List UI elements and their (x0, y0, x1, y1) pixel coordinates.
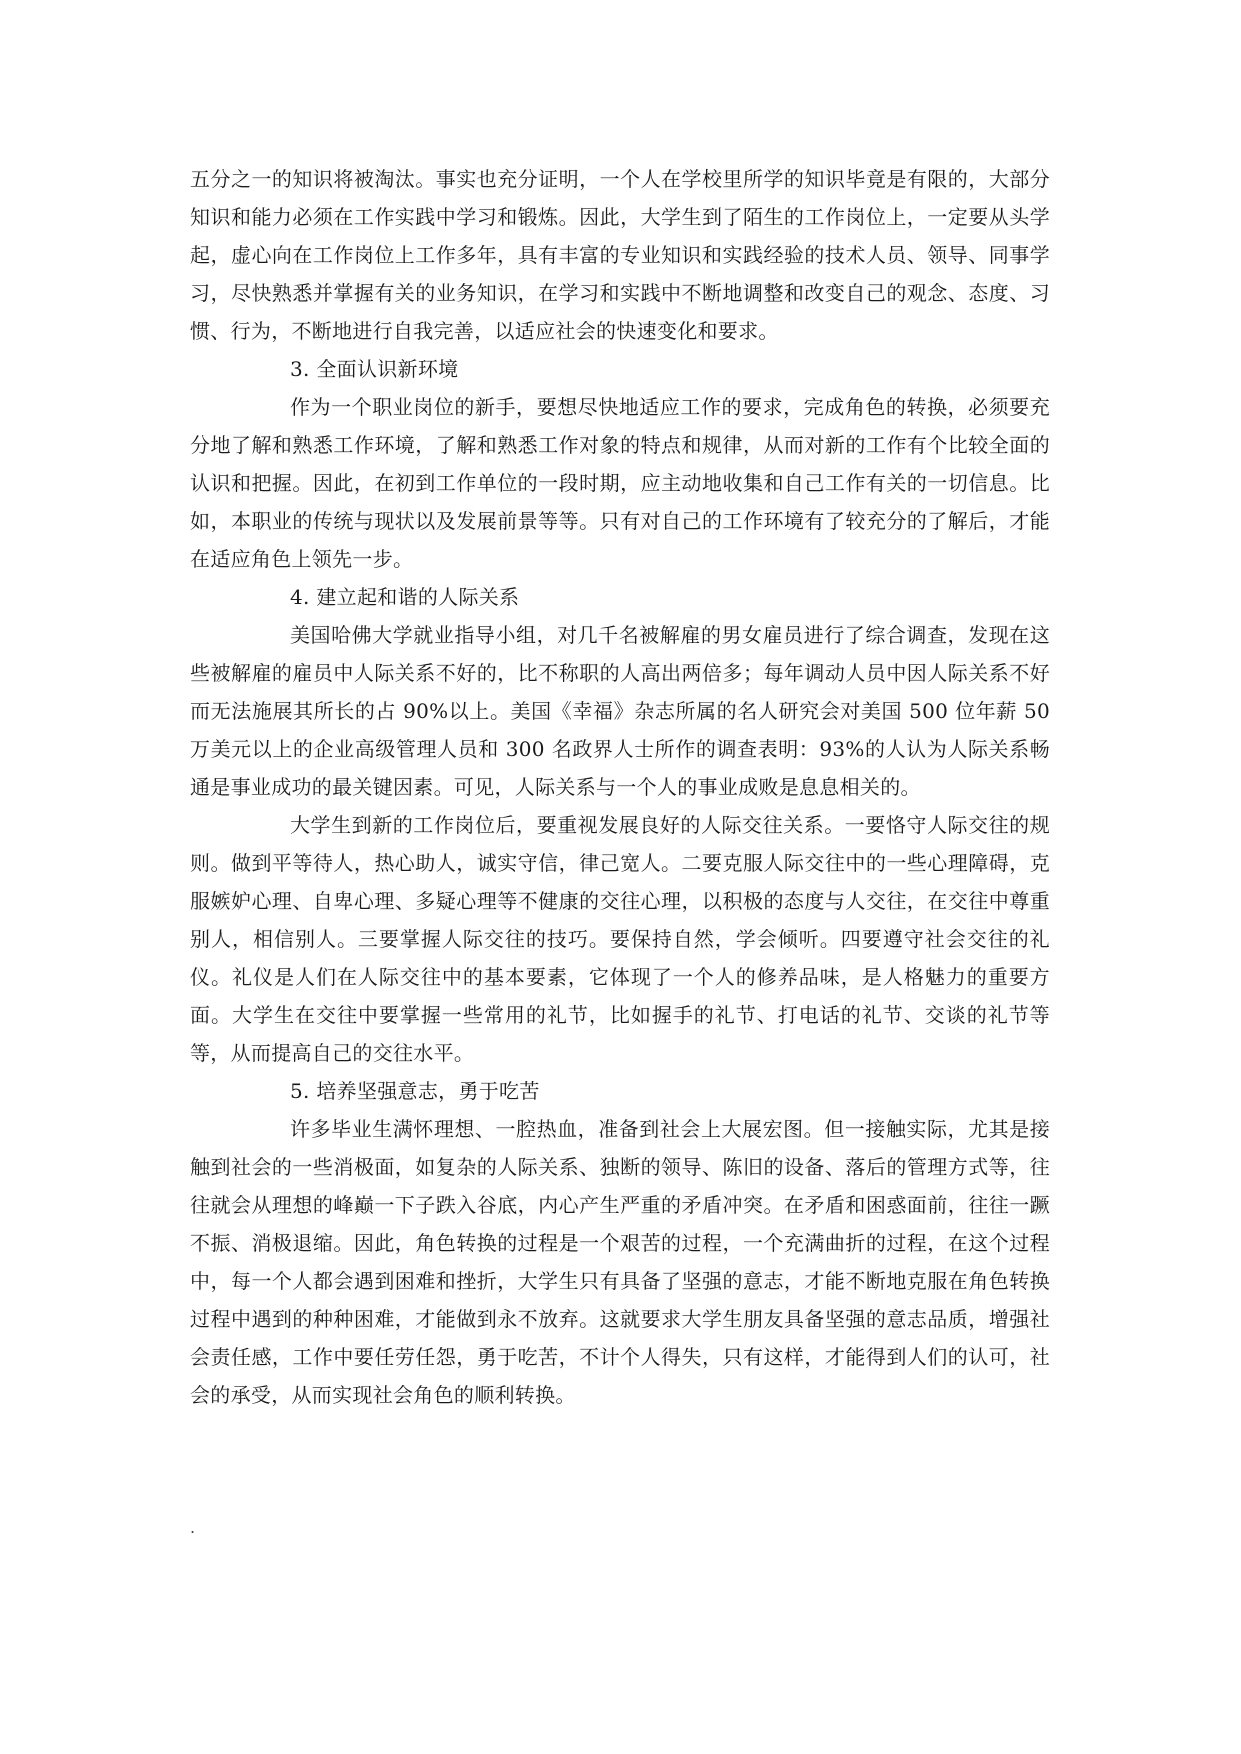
section-heading-5: 5. 培养坚强意志，勇于吃苦 (290, 1079, 540, 1103)
footer-mark: . (190, 1518, 196, 1537)
section-heading-4: 4. 建立起和谐的人际关系 (290, 585, 520, 609)
paragraph-willpower: 许多毕业生满怀理想、一腔热血，准备到社会上大展宏图。但一接触实际，尤其是接触到社会的一些消极面，如复杂的人际关系、独断的领导、陈旧的设备、落后的管理方式等，往往就会从理想的峰巅一下子跌入谷底，内心产生严重的矛盾冲突。在矛盾和困惑面前，往往一蹶不振、消极退缩。因此，角色转换的过程是一个艰苦的过程，一个充满曲折的过程，在这个过程中，每一个人都会遇到困难和挫折，大学生只有具备了坚强的意志，才能不断地克服在角色转换过程中遇到的种种困难，才能做到永不放弃。这就要求大学生朋友具备坚强的意志品质，增强社会责任感，工作中要任劳任怨，勇于吃苦，不计个人得失，只有这样，才能得到人们的认可，社会的承受，从而实现社会角色的顺利转换。 (190, 1117, 1050, 1407)
document-body (190, 160, 1050, 1414)
paragraph-interpersonal: 大学生到新的工作岗位后，要重视发展良好的人际交往关系。一要恪守人际交往的规则。做到平等待人，热心助人，诚实守信，律己宽人。二要克服人际交往中的一些心理障碍，克服嫉妒心理、自卑心理、多疑心理等不健康的交往心理，以积极的态度与人交往，在交往中尊重别人，相信别人。三要掌握人际交往的技巧。要保持自然，学会倾听。四要遵守社会交往的礼仪。礼仪是人们在人际交往中的基本要素，它体现了一个人的修养品味，是人格魅力的重要方面。大学生在交往中要掌握一些常用的礼节，比如握手的礼节、打电话的礼节、交谈的礼节等等，从而提高自己的交往水平。 (190, 813, 1050, 1065)
paragraph-continued: 五分之一的知识将被淘汰。事实也充分证明，一个人在学校里所学的知识毕竟是有限的，大部分知识和能力必须在工作实践中学习和锻炼。因此，大学生到了陌生的工作岗位上，一定要从头学起，虚心向在工作岗位上工作多年，具有丰富的专业知识和实践经验的技术人员、领导、同事学习，尽快熟悉并掌握有关的业务知识，在学习和实践中不断地调整和改变自己的观念、态度、习惯、行为，不断地进行自我完善，以适应社会的快速变化和要求。 (190, 167, 1050, 343)
paragraph-harvard-survey: 美国哈佛大学就业指导小组，对几千名被解雇的男女雇员进行了综合调查，发现在这些被解雇的雇员中人际关系不好的，比不称职的人高出两倍多；每年调动人员中因人际关系不好而无法施展其所长的占 90%以上。美国《幸福》杂志所属的名人研究会对美国 500 位年薪 50 万美元以上的企业高级管理人员和 300 名政界人士所作的调查表明：93%的人认为人际关系畅通是事业成功的最关键因素。可见，人际关系与一个人的事业成败是息息相关的。 (190, 623, 1050, 799)
section-heading-3: 3. 全面认识新环境 (290, 357, 459, 381)
paragraph-environment: 作为一个职业岗位的新手，要想尽快地适应工作的要求，完成角色的转换，必须要充分地了解和熟悉工作环境，了解和熟悉工作对象的特点和规律，从而对新的工作有个比较全面的认识和把握。因此，在初到工作单位的一段时期，应主动地收集和自己工作有关的一切信息。比如，本职业的传统与现状以及发展前景等等。只有对自己的工作环境有了较充分的了解后，才能在适应角色上领先一步。 (190, 395, 1050, 571)
